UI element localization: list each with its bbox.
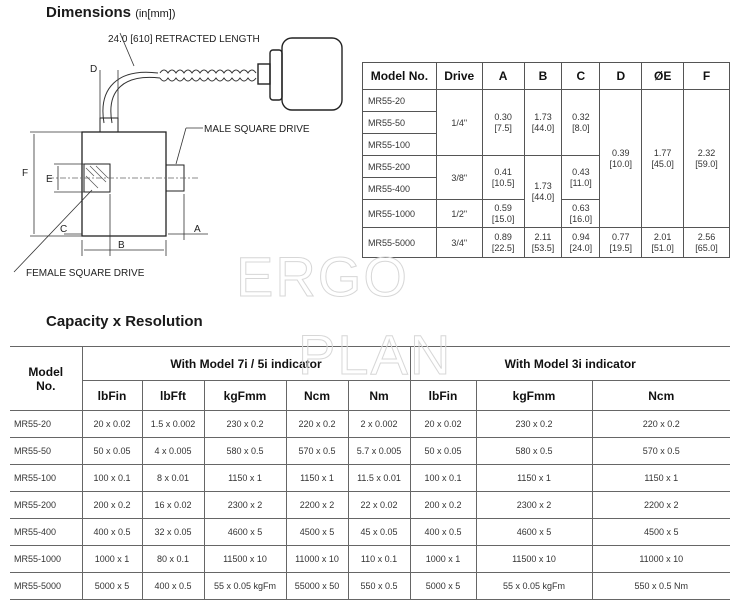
sub-header: Ncm <box>592 381 730 411</box>
cap-value-cell: 5.7 x 0.005 <box>348 438 410 465</box>
cap-model-cell: MR55-200 <box>10 492 82 519</box>
cap-model-header: Model No. <box>10 347 82 411</box>
cap-value-cell: 200 x 0.2 <box>410 492 476 519</box>
d-cell: 0.39 [10.0] <box>600 90 642 228</box>
dim-model-cell: MR55-50 <box>363 112 437 134</box>
sub-header: lbFft <box>142 381 204 411</box>
cap-value-cell: 230 x 0.2 <box>476 411 592 438</box>
cap-value-cell: 570 x 0.5 <box>286 438 348 465</box>
a-cell: 0.41 [10.5] <box>482 156 524 200</box>
cap-value-cell: 220 x 0.2 <box>592 411 730 438</box>
cap-value-cell: 11500 x 10 <box>476 546 592 573</box>
cap-value-cell: 55 x 0.05 kgFm <box>204 573 286 600</box>
cap-model-cell: MR55-5000 <box>10 573 82 600</box>
cap-value-cell: 32 x 0.05 <box>142 519 204 546</box>
cap-value-cell: 4600 x 5 <box>476 519 592 546</box>
cap-value-cell: 55000 x 50 <box>286 573 348 600</box>
dim-header-cell: F <box>684 63 730 90</box>
a-cell: 0.30 [7.5] <box>482 90 524 156</box>
e-cell: 1.77 [45.0] <box>642 90 684 228</box>
b-cell: 1.73 [44.0] <box>524 156 562 228</box>
cap-value-cell: 220 x 0.2 <box>286 411 348 438</box>
cap-value-cell: 5000 x 5 <box>410 573 476 600</box>
group-header-3i: With Model 3i indicator <box>410 347 730 381</box>
cap-value-cell: 8 x 0.01 <box>142 465 204 492</box>
cap-value-cell: 50 x 0.05 <box>410 438 476 465</box>
dimension-diagram <box>8 28 348 290</box>
sub-header: lbFin <box>410 381 476 411</box>
dimensions-title: Dimensions <box>46 4 132 21</box>
cap-value-cell: 550 x 0.5 Nm <box>592 573 730 600</box>
group-header-7i: With Model 7i / 5i indicator <box>82 347 410 381</box>
indicator-handle <box>258 38 342 110</box>
dim-model-cell: MR55-1000 <box>363 200 437 228</box>
dim-header-cell: C <box>562 63 600 90</box>
sub-header: Nm <box>348 381 410 411</box>
cap-value-cell: 55 x 0.05 kgFm <box>476 573 592 600</box>
cap-model-cell: MR55-20 <box>10 411 82 438</box>
cap-value-cell: 5000 x 5 <box>82 573 142 600</box>
dim-header-cell: Model No. <box>363 63 437 90</box>
cap-value-cell: 400 x 0.5 <box>142 573 204 600</box>
c-cell: 0.94 [24.0] <box>562 228 600 258</box>
wrench-body <box>82 132 166 236</box>
cap-value-cell: 4 x 0.005 <box>142 438 204 465</box>
c-cell: 0.43 [11.0] <box>562 156 600 200</box>
cap-value-cell: 1150 x 1 <box>592 465 730 492</box>
cap-value-cell: 11.5 x 0.01 <box>348 465 410 492</box>
table-row <box>10 546 730 573</box>
f-cell: 2.56 [65.0] <box>684 228 730 258</box>
cap-value-cell: 2 x 0.002 <box>348 411 410 438</box>
cap-value-cell: 11000 x 10 <box>286 546 348 573</box>
dim-a: A <box>194 224 201 235</box>
dim-b: B <box>118 240 125 251</box>
dim-header-cell: B <box>524 63 562 90</box>
cap-value-cell: 110 x 0.1 <box>348 546 410 573</box>
cap-value-cell: 2300 x 2 <box>476 492 592 519</box>
table-row <box>10 573 730 600</box>
label-retracted: 24.0 [610] RETRACTED LENGTH <box>108 34 260 45</box>
dim-model-cell: MR55-400 <box>363 178 437 200</box>
dimensions-table <box>362 62 730 258</box>
cap-value-cell: 1.5 x 0.002 <box>142 411 204 438</box>
capacity-heading: Capacity x Resolution <box>46 313 203 330</box>
drive-cell: 1/2" <box>436 200 482 228</box>
cap-subheader-row <box>10 381 730 411</box>
cap-value-cell: 400 x 0.5 <box>410 519 476 546</box>
cap-value-cell: 4500 x 5 <box>592 519 730 546</box>
cap-value-cell: 11000 x 10 <box>592 546 730 573</box>
watermark-plan: PLAN <box>298 323 453 386</box>
e-cell: 2.01 [51.0] <box>642 228 684 258</box>
cap-value-cell: 2200 x 2 <box>286 492 348 519</box>
cap-value-cell: 550 x 0.5 <box>348 573 410 600</box>
table-row <box>10 465 730 492</box>
cap-value-cell: 1150 x 1 <box>204 465 286 492</box>
cap-value-cell: 16 x 0.02 <box>142 492 204 519</box>
cap-value-cell: 1150 x 1 <box>476 465 592 492</box>
d-cell: 0.77 [19.5] <box>600 228 642 258</box>
dim-e: E <box>46 174 53 185</box>
sub-header: lbFin <box>82 381 142 411</box>
drive-cell: 1/4" <box>436 90 482 156</box>
a-cell: 0.89 [22.5] <box>482 228 524 258</box>
cap-value-cell: 100 x 0.1 <box>82 465 142 492</box>
cap-model-cell: MR55-100 <box>10 465 82 492</box>
label-male-drive: MALE SQUARE DRIVE <box>204 124 310 135</box>
cap-value-cell: 100 x 0.1 <box>410 465 476 492</box>
c-cell: 0.63 [16.0] <box>562 200 600 228</box>
cap-value-cell: 580 x 0.5 <box>476 438 592 465</box>
dim-model-cell: MR55-100 <box>363 134 437 156</box>
cap-value-cell: 2300 x 2 <box>204 492 286 519</box>
cap-value-cell: 4600 x 5 <box>204 519 286 546</box>
cap-model-cell: MR55-1000 <box>10 546 82 573</box>
cap-value-cell: 580 x 0.5 <box>204 438 286 465</box>
cap-value-cell: 400 x 0.5 <box>82 519 142 546</box>
cap-value-cell: 1000 x 1 <box>82 546 142 573</box>
dim-header-cell: ØE <box>642 63 684 90</box>
cap-value-cell: 570 x 0.5 <box>592 438 730 465</box>
dim-f: F <box>22 168 29 179</box>
cap-value-cell: 1000 x 1 <box>410 546 476 573</box>
dim-header-cell: A <box>482 63 524 90</box>
cap-model-cell: MR55-50 <box>10 438 82 465</box>
dim-header-row <box>363 63 730 90</box>
cap-value-cell: 200 x 0.2 <box>82 492 142 519</box>
dim-model-cell: MR55-5000 <box>363 228 437 258</box>
dim-d: D <box>90 64 98 75</box>
dim-header-cell: D <box>600 63 642 90</box>
indicator-cable <box>103 70 256 123</box>
watermark-ergo: ERGO <box>236 245 409 308</box>
dim-model-cell: MR55-20 <box>363 90 437 112</box>
table-row <box>10 519 730 546</box>
b-cell: 2.11 [53.5] <box>524 228 562 258</box>
a-cell: 0.59 [15.0] <box>482 200 524 228</box>
b-cell: 1.73 [44.0] <box>524 90 562 156</box>
cap-group-row <box>10 347 730 381</box>
dim-header-cell: Drive <box>436 63 482 90</box>
f-cell: 2.32 [59.0] <box>684 90 730 228</box>
cap-value-cell: 1150 x 1 <box>286 465 348 492</box>
sub-header: kgFmm <box>204 381 286 411</box>
label-female-drive: FEMALE SQUARE DRIVE <box>26 268 145 279</box>
c-cell: 0.32 [8.0] <box>562 90 600 156</box>
cap-value-cell: 45 x 0.05 <box>348 519 410 546</box>
dim-model-cell: MR55-200 <box>363 156 437 178</box>
drive-cell: 3/4" <box>436 228 482 258</box>
cap-value-cell: 80 x 0.1 <box>142 546 204 573</box>
cap-value-cell: 11500 x 10 <box>204 546 286 573</box>
sub-header: kgFmm <box>476 381 592 411</box>
cap-value-cell: 2200 x 2 <box>592 492 730 519</box>
cap-value-cell: 230 x 0.2 <box>204 411 286 438</box>
capacity-table <box>10 346 730 600</box>
table-row <box>10 411 730 438</box>
table-row <box>10 438 730 465</box>
cap-value-cell: 50 x 0.05 <box>82 438 142 465</box>
dim-c: C <box>60 224 68 235</box>
cap-model-cell: MR55-400 <box>10 519 82 546</box>
cap-value-cell: 22 x 0.02 <box>348 492 410 519</box>
sub-header: Ncm <box>286 381 348 411</box>
table-row <box>10 492 730 519</box>
cap-value-cell: 20 x 0.02 <box>82 411 142 438</box>
drive-cell: 3/8" <box>436 156 482 200</box>
cap-value-cell: 20 x 0.02 <box>410 411 476 438</box>
dimensions-units: (in[mm]) <box>135 8 176 20</box>
dimensions-heading <box>46 4 176 21</box>
cap-value-cell: 4500 x 5 <box>286 519 348 546</box>
